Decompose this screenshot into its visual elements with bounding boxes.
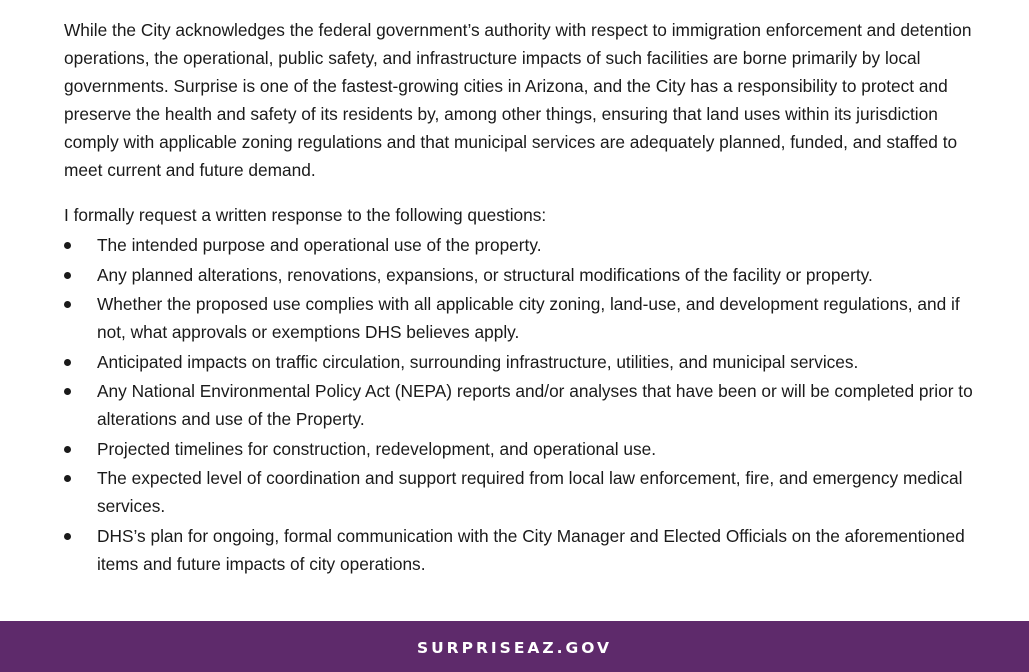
question-text: The expected level of coordination and support required from local law enforcement, fire, and emergency medical services. [97, 468, 963, 516]
list-item [64, 261, 979, 289]
body-paragraph: While the City acknowledges the federal government’s authority with respect to immigration enforcement and detention operations, the operational, public safety, and infrastructure impacts of such facilities are borne primarily by local governments. Surprise is one of the fastest-growing cities in Arizona, and the City has a responsibility to protect and preserve the health and safety of its residents by, among other things, ensuring that land uses within its jurisdiction comply with applicable zoning regulations and that municipal services are adequately planned, funded, and staffed to meet current and future demand. [64, 20, 972, 180]
question-text: Any National Environmental Policy Act (NEPA) reports and/or analyses that have been or will be completed prior to alterations and use of the Property. [97, 381, 973, 429]
list-item [64, 464, 979, 520]
list-item [64, 231, 979, 259]
question-text: The intended purpose and operational use of the property. [97, 235, 542, 255]
bullet-icon [64, 242, 71, 249]
bullet-icon [64, 301, 71, 308]
list-item [64, 290, 979, 346]
list-item [64, 377, 979, 433]
request-intro: I formally request a written response to the following questions: [64, 205, 547, 225]
bullet-icon [64, 359, 71, 366]
list-item [64, 348, 979, 376]
list-item [64, 435, 979, 463]
footer-website-link[interactable]: SURPRISEAZ.GOV [416, 638, 613, 657]
question-text: Projected timelines for construction, redevelopment, and operational use. [97, 438, 657, 459]
question-text: Anticipated impacts on traffic circulation, surrounding infrastructure, utilities, and municipal services. [97, 351, 859, 372]
question-list [64, 231, 979, 578]
question-text: Whether the proposed use complies with all applicable city zoning, land-use, and development regulations, and if not, what approvals or exemptions DHS believes apply. [97, 294, 960, 342]
bullet-icon [64, 475, 71, 482]
bullet-icon [64, 272, 71, 279]
bullet-icon [64, 533, 71, 540]
bullet-icon [64, 446, 71, 453]
footer-banner [0, 621, 1029, 672]
list-item [64, 522, 979, 578]
question-text: Any planned alterations, renovations, expansions, or structural modifications of the facility or property. [97, 264, 873, 285]
letter-body [64, 16, 979, 579]
question-text: DHS’s plan for ongoing, formal communication with the City Manager and Elected Officials on the aforementioned items and future impacts of city operations. [97, 525, 965, 574]
bullet-icon [64, 388, 71, 395]
